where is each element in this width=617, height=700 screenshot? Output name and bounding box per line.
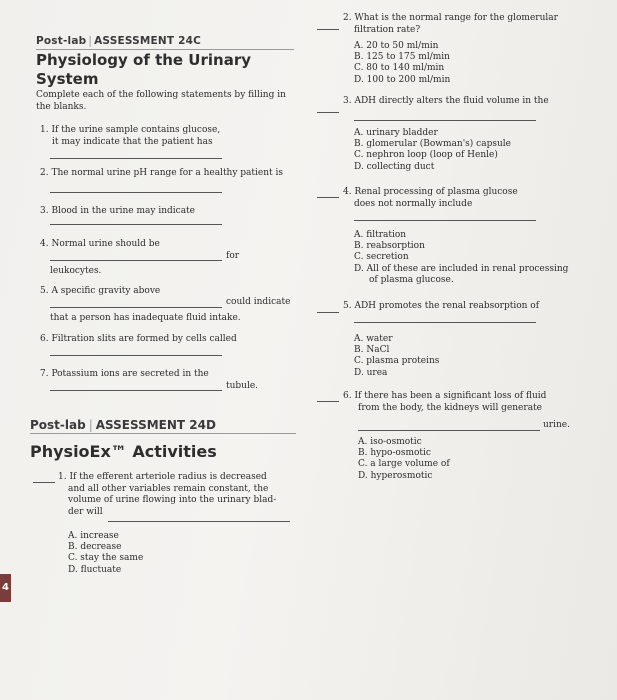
- r6-option[interactable]: D. hyperosmotic: [358, 470, 433, 481]
- title-line-2: System: [36, 70, 99, 88]
- instructions-line-1: Complete each of the following statements by filling in: [36, 90, 286, 100]
- mc1-options: [68, 531, 143, 576]
- mc1-option[interactable]: D. fluctuate: [68, 564, 122, 575]
- r6-urine: urine.: [543, 420, 570, 430]
- section-24d-label: Post-lab: [30, 418, 86, 432]
- question-7: 7. Potassium ions are secreted in the: [40, 369, 209, 379]
- mc1-option[interactable]: A. increase: [68, 531, 119, 541]
- r6-option[interactable]: C. a large volume of: [358, 459, 450, 470]
- r6-option[interactable]: A. iso-osmotic: [358, 437, 422, 447]
- instructions-line-2: the blanks.: [36, 101, 87, 112]
- q5-answer-blank[interactable]: [50, 307, 222, 308]
- mc1-option[interactable]: C. stay the same: [68, 553, 144, 564]
- r3-answer-blank[interactable]: [317, 112, 339, 113]
- r4-option[interactable]: A. filtration: [354, 230, 407, 240]
- r3-options: [354, 128, 511, 173]
- header-rule: [36, 49, 294, 50]
- r2-option[interactable]: D. 100 to 200 ml/min: [354, 74, 451, 85]
- q5-could-indicate: could indicate: [226, 297, 291, 307]
- q7-answer-blank[interactable]: [50, 390, 222, 391]
- r5-fill-line[interactable]: [354, 322, 536, 323]
- r2-options: [354, 41, 450, 86]
- section-24d-code: ASSESSMENT 24D: [95, 418, 216, 432]
- r5-answer-blank[interactable]: [317, 312, 339, 313]
- r5-option[interactable]: C. plasma proteins: [354, 356, 440, 367]
- q1-answer-blank[interactable]: [50, 158, 222, 159]
- right-question-6: [343, 391, 546, 414]
- r5-option[interactable]: A. water: [354, 334, 393, 344]
- q3-answer-blank[interactable]: [50, 224, 222, 225]
- right-question-3: 3. ADH directly alters the fluid volume in the: [343, 96, 549, 106]
- r6-answer-blank[interactable]: [317, 401, 339, 402]
- r4-options: [354, 230, 568, 286]
- mc1-line-1: 1. If the efferent arteriole radius is decreased: [58, 472, 267, 482]
- q5-line-2: that a person has inadequate fluid intake.: [50, 313, 241, 323]
- right-question-5: 5. ADH promotes the renal reabsorption of: [343, 301, 540, 311]
- q2-answer-blank[interactable]: [50, 192, 222, 193]
- r2-option[interactable]: B. 125 to 175 ml/min: [354, 52, 450, 63]
- r4-option[interactable]: D. All of these are included in renal processing: [354, 263, 569, 274]
- r3-option[interactable]: D. collecting duct: [354, 161, 435, 172]
- r6-line-1: 6. If there has been a significant loss of fluid: [343, 391, 547, 401]
- r3-option[interactable]: C. nephron loop (loop of Henle): [354, 150, 498, 161]
- q1-line-2: it may indicate that the patient has: [52, 136, 213, 147]
- r4-line-2: does not normally include: [354, 198, 473, 209]
- r2-option[interactable]: A. 20 to 50 ml/min: [354, 41, 439, 51]
- q4-line-2: leukocytes.: [50, 266, 102, 276]
- r6-fill-line[interactable]: [358, 430, 540, 431]
- question-4: 4. Normal urine should be: [40, 239, 160, 249]
- r6-option[interactable]: B. hypo-osmotic: [358, 448, 431, 459]
- question-3: 3. Blood in the urine may indicate: [40, 206, 196, 216]
- right-question-4: [343, 187, 518, 210]
- instructions: [36, 90, 298, 113]
- r6-line-2: from the body, the kidneys will generate: [358, 402, 542, 413]
- section-24c-header: Post-lab | ASSESSMENT 24C: [36, 35, 202, 47]
- r2-line-2: filtration rate?: [354, 24, 421, 35]
- title-line-1: Physiology of the Urinary: [36, 51, 252, 69]
- r4-answer-blank[interactable]: [317, 197, 339, 198]
- mc1-line-2: and all other variables remain constant, the: [68, 483, 269, 494]
- r2-answer-blank[interactable]: [317, 29, 339, 30]
- q4-for: for: [226, 251, 240, 261]
- r6-options: [358, 437, 450, 482]
- r4-fill-line[interactable]: [354, 220, 536, 221]
- r3-option[interactable]: A. urinary bladder: [354, 128, 438, 138]
- q4-answer-blank[interactable]: [50, 260, 222, 261]
- r3-fill-line[interactable]: [354, 120, 536, 121]
- r5-options: [354, 334, 439, 379]
- q7-tubule: tubule.: [226, 381, 259, 391]
- section-24d-header: Post-lab | ASSESSMENT 24D: [30, 418, 216, 432]
- r5-option[interactable]: D. urea: [354, 367, 388, 378]
- mc-question-1: [58, 472, 276, 518]
- mc1-option[interactable]: B. decrease: [68, 542, 122, 553]
- section-24d-rule: [30, 433, 296, 434]
- question-2: 2. The normal urine pH range for a healthy patient is: [40, 168, 284, 178]
- q6-answer-blank[interactable]: [50, 355, 222, 356]
- page-title: [36, 51, 251, 89]
- r3-option[interactable]: B. glomerular (Bowman's) capsule: [354, 139, 511, 150]
- mc1-line-3: volume of urine flowing into the urinary blad-: [68, 495, 277, 505]
- right-question-2: [343, 13, 558, 36]
- section-24d-title: PhysioEx™ Activities: [30, 442, 217, 461]
- r4-option[interactable]: B. reabsorption: [354, 241, 425, 252]
- mc1-inline-blank[interactable]: [108, 521, 290, 522]
- question-5: 5. A specific gravity above: [40, 286, 161, 296]
- chapter-side-tab: 4: [0, 574, 11, 602]
- mc1-line-4: der will: [68, 506, 103, 517]
- mc1-answer-blank[interactable]: [33, 482, 55, 483]
- section-24c-code: ASSESSMENT 24C: [94, 35, 202, 47]
- r2-line-1: 2. What is the normal range for the glomerular: [343, 13, 558, 23]
- section-24c-label: Post-lab: [36, 35, 87, 47]
- r4-line-1: 4. Renal processing of plasma glucose: [343, 187, 518, 197]
- q1-line-1: 1. If the urine sample contains glucose,: [40, 125, 221, 135]
- question-1: [40, 125, 220, 148]
- r2-option[interactable]: C. 80 to 140 ml/min: [354, 63, 445, 74]
- r4-option-continuation: of plasma glucose.: [369, 274, 454, 285]
- r5-option[interactable]: B. NaCl: [354, 345, 390, 356]
- question-6: 6. Filtration slits are formed by cells called: [40, 334, 237, 344]
- r4-option[interactable]: C. secretion: [354, 252, 409, 263]
